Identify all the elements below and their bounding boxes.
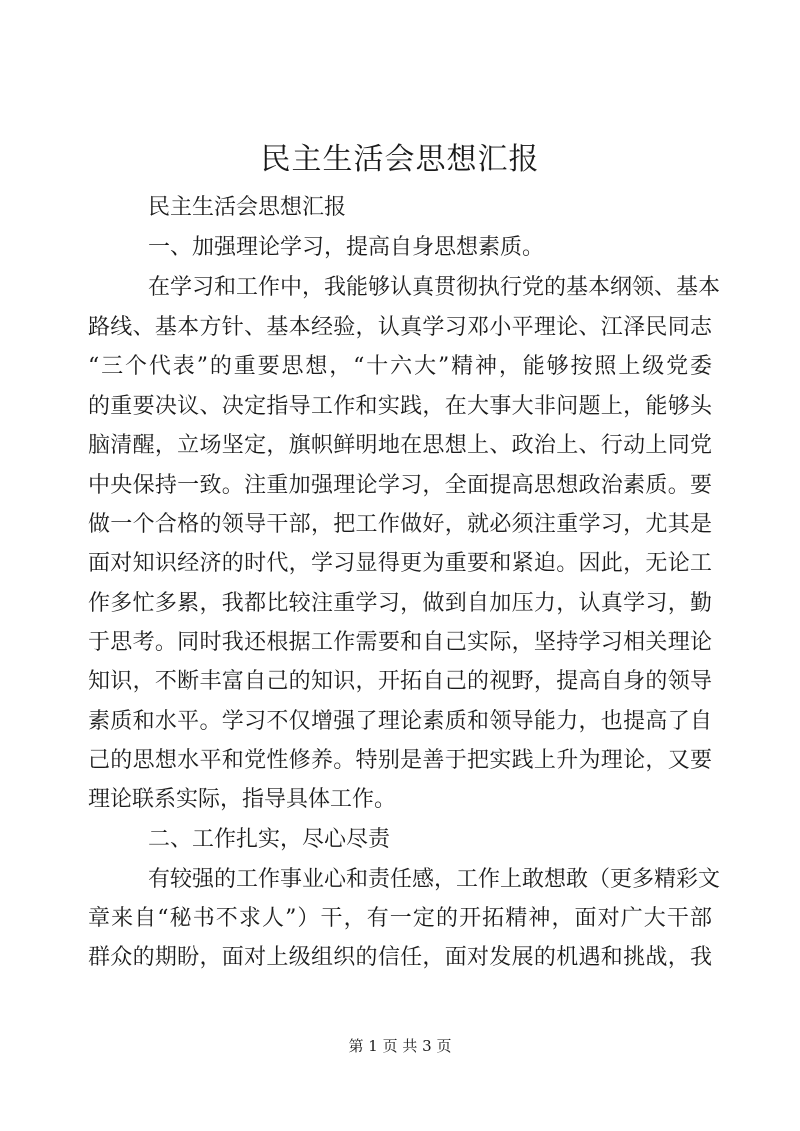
text-line: 群众的期盼，面对上级组织的信任，面对发展的机遇和挑战，我 (88, 945, 712, 970)
text-line: 的重要决议、决定指导工作和实践，在大事大非问题上，能够头 (88, 394, 712, 419)
text-line: 在学习和工作中，我能够认真贯彻执行党的基本纲领、基本 (148, 275, 721, 300)
page-number: 第 1 页 共 3 页 (348, 1037, 452, 1055)
text-line: 民主生活会思想汇报 (148, 195, 347, 220)
text-line: 章来自“秘书不求人”）干，有一定的开拓精神，面对广大干部 (88, 906, 712, 931)
section-heading: 二、工作扎实，尽心尽责 (148, 827, 391, 852)
text-line: 有较强的工作事业心和责任感，工作上敢想敢（更多精彩文 (148, 867, 721, 892)
text-line: 理论联系实际，指导具体工作。 (88, 787, 397, 812)
text-line: 于思考。同时我还根据工作需要和自己实际，坚持学习相关理论 (88, 630, 712, 655)
text-line: 己的思想水平和党性修养。特别是善于把实践上升为理论，又要 (88, 748, 712, 773)
text-line: 路线、基本方针、基本经验，认真学习邓小平理论、江泽民同志 (88, 315, 712, 340)
document-title: 民主生活会思想汇报 (260, 142, 540, 177)
text-line: 面对知识经济的时代，学习显得更为重要和紧迫。因此，无论工 (88, 551, 712, 576)
text-line: 脑清醒，立场坚定，旗帜鲜明地在思想上、政治上、行动上同党 (88, 433, 712, 458)
text-line: “三个代表”的重要思想，“十六大”精神，能够按照上级党委 (88, 354, 712, 379)
text-line: 中央保持一致。注重加强理论学习，全面提高思想政治素质。要 (88, 473, 712, 498)
text-line: 作多忙多累，我都比较注重学习，做到自加压力，认真学习，勤 (88, 591, 712, 616)
text-line: 知识，不断丰富自己的知识，开拓自己的视野，提高自身的领导 (88, 669, 712, 694)
section-heading: 一、加强理论学习，提高自身思想素质。 (148, 235, 545, 260)
text-line: 做一个合格的领导干部，把工作做好，就必须注重学习，尤其是 (88, 512, 712, 537)
text-line: 素质和水平。学习不仅增强了理论素质和领导能力，也提高了自 (88, 709, 712, 734)
